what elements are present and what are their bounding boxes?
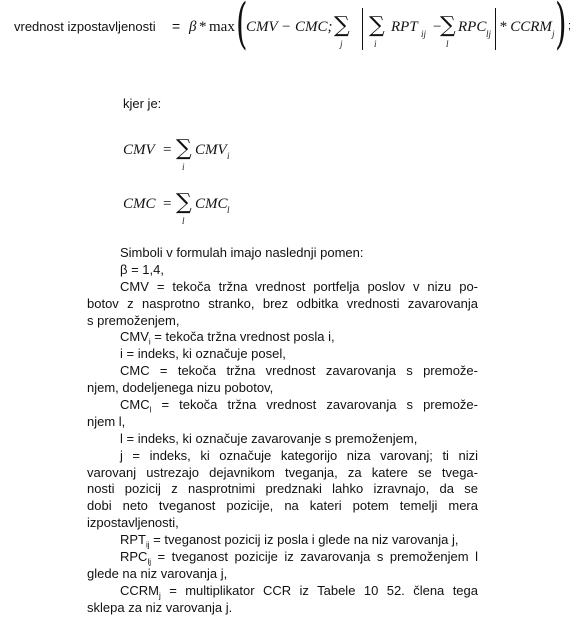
formula-label: vrednost izpostavljenosti [14,19,156,34]
sum-i-symbol: ∑ [369,13,385,38]
text-line: $RPT_{ij}$ = tveganost pozicij iz posla i glede na niz varovanja j, [120,532,459,550]
cmc-sum-index: l [182,216,185,226]
text-line: $CMV_i$ = tekoča tržna vrednost posla i, [120,329,335,347]
sum-j-index: j [340,39,343,49]
cmv-sum-symbol: ∑ [176,136,192,161]
cmv-eq: = [163,142,172,158]
formula-cmv-minus-cmc: CMV − CMC; [246,19,333,35]
cmc-rhs-sub: l [227,205,230,215]
sum-i-index: i [374,39,377,49]
cmc-definition [123,192,323,232]
formula-rpc-sub: lj [486,29,492,39]
formula-rpt: RPT [391,19,418,35]
text-line: l = indeks, ki označuje zavarovanje s premoženjem, [120,430,418,446]
text-line: dobi neto tveganost pozicije, na kateri potem temelji mera [87,498,478,514]
formula-equals: = [172,18,181,34]
cmc-sum-symbol: ∑ [176,190,192,215]
cmc-eq: = [163,196,172,212]
abs-bar-right [495,8,496,50]
cmv-definition [123,138,323,178]
text-line: sklepa za niz varovanja j. [87,599,233,615]
symbol-definitions [87,245,478,617]
formula-star: * [199,19,207,35]
sum-l-symbol: ∑ [440,13,456,38]
text-line: $CCRM_j$ = multiplikator CCR iz Tabele 10 52. člena tega [120,582,478,600]
formula-ccrm: * CCRM [499,19,552,35]
text-line: varovanj ustrezajo dejavnikom tveganja, za katere se tvega- [87,464,478,480]
formula-rpc: RPC [458,19,487,35]
cmv-sum-index: i [182,162,185,172]
text-line: CMC = tekoča tržna vrednost zavarovanja s premože- [120,363,478,379]
sum-j-symbol: ∑ [334,13,350,38]
text-line: botov z nasprotno stranko, brez odbitka vrednosti zavarovanja [87,295,478,311]
formula-ccrm-sub: j [552,29,555,39]
text-line: Simboli v formulah imajo naslednji pomen: [120,245,364,260]
formula-right-paren: ) [555,0,567,55]
intro-text: kjer je: [123,96,162,111]
sum-l-index: l [446,39,449,49]
text-line: njem l, [87,413,126,429]
abs-bar-left [362,8,363,50]
text-line: $RPC_{lj}$ = tveganost pozicije iz zavarovanja s premoženjem l [120,549,478,566]
formula-trailing: ; [568,20,572,32]
text-line: izpostavljenosti, [87,515,179,531]
formula-beta: β [189,19,197,35]
formula-minus: − [433,19,442,35]
text-line: i = indeks, ki označuje posel, [120,346,286,362]
text-line: CMV = tekoča tržna vrednost portfelja poslov v nizu po- [120,278,478,294]
cmv-rhs: CMV [195,142,227,158]
formula-max: max [209,19,235,35]
text-line: j = indeks, ki označuje kategorijo niza varovanj; ti nizi [120,447,478,463]
text-line: nosti pozicij z nasprotnimi predznaki lahko izravnajo, da se [87,481,478,497]
text-line: glede na niz varovanja j, [87,565,228,581]
cmc-rhs: CMC [195,196,228,212]
text-line: $CMC_l$ = tekoča tržna vrednost zavarovanja s premože- [120,397,478,414]
exposure-formula [0,0,578,80]
cmv-lhs: CMV [123,142,155,158]
text-line: s premoženjem, [87,312,180,328]
text-line: β = 1,4, [120,261,164,277]
text-line: njem, dodeljenega nizu pobotov, [87,380,274,396]
formula-left-paren: ( [236,0,248,55]
cmv-rhs-sub: i [227,151,230,161]
cmc-lhs: CMC [123,196,156,212]
formula-rpt-sub: ij [421,29,427,39]
